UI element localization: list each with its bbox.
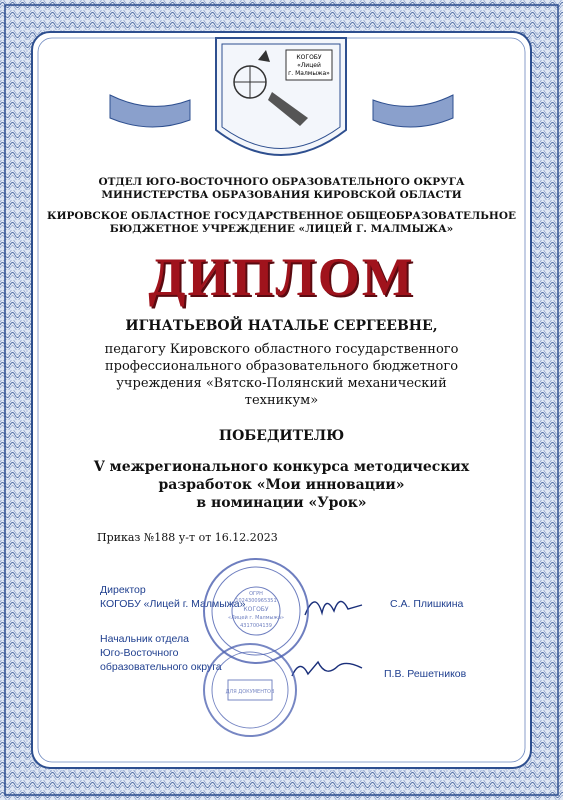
seal-line-5: 4317004139	[240, 623, 272, 629]
contest-line-2: разработок «Мои инновации»	[158, 477, 405, 493]
head-title: Начальник отдела	[100, 633, 189, 645]
head-org-2: образовательного округа	[100, 661, 222, 673]
diploma-title: ДИПЛОМ	[148, 247, 415, 307]
emblem-text-3: г. Малмыжа»	[288, 70, 330, 77]
director-name: С.А. Плишкина	[390, 598, 464, 610]
head-name: П.В. Решетников	[384, 668, 467, 680]
header-line-2: МИНИСТЕРСТВА ОБРАЗОВАНИЯ КИРОВСКОЙ ОБЛАСТИ	[101, 189, 462, 201]
recipient-name: ИГНАТЬЕВОЙ НАТАЛЬЕ СЕРГЕЕВНЕ,	[125, 318, 438, 334]
seal-line-2: 1024300965351	[235, 598, 277, 604]
emblem-text-2: «Лицей	[297, 62, 321, 69]
ministry-header	[0, 176, 563, 202]
recipient-description: педагогу Кировского областного государственного профессионального образовательного бюджетного учреждения «Вятско-Полянский механический техникум»	[104, 342, 459, 408]
contest-line-3: в номинации «Урок»	[196, 495, 367, 511]
contest-description	[90, 458, 473, 512]
seal-line-4: «Лицей г. Малмыжа»	[227, 615, 285, 621]
school-header	[0, 210, 563, 236]
lower-seal	[200, 640, 300, 740]
header-line-1: ОТДЕЛ ЮГО-ВОСТОЧНОГО ОБРАЗОВАТЕЛЬНОГО ОКРУГА	[98, 176, 465, 188]
director-org: КОГОБУ «Лицей г. Малмыжа»	[100, 598, 246, 610]
head-org-1: Юго-Восточного	[100, 647, 179, 659]
order-reference: Приказ №188 у-т от 16.12.2023	[97, 531, 278, 544]
header-line-3: КИРОВСКОЕ ОБЛАСТНОЕ ГОСУДАРСТВЕННОЕ ОБЩЕОБРАЗОВАТЕЛЬНОЕ	[47, 210, 516, 222]
lyceum-emblem	[188, 30, 374, 180]
director-title: Директор	[100, 584, 146, 596]
seal-line-1: ОГРН	[249, 591, 263, 597]
header-line-4: БЮДЖЕТНОЕ УЧРЕЖДЕНИЕ «ЛИЦЕЙ Г. МАЛМЫЖА»	[109, 223, 454, 235]
contest-line-1: V межрегионального конкурса методических	[93, 459, 470, 475]
award-label: ПОБЕДИТЕЛЮ	[218, 428, 345, 444]
seal-line-3: КОГОБУ	[243, 606, 269, 613]
seal-box-text: ДЛЯ ДОКУМЕНТОВ	[225, 689, 275, 695]
emblem-text-1: КОГОБУ	[296, 54, 322, 61]
